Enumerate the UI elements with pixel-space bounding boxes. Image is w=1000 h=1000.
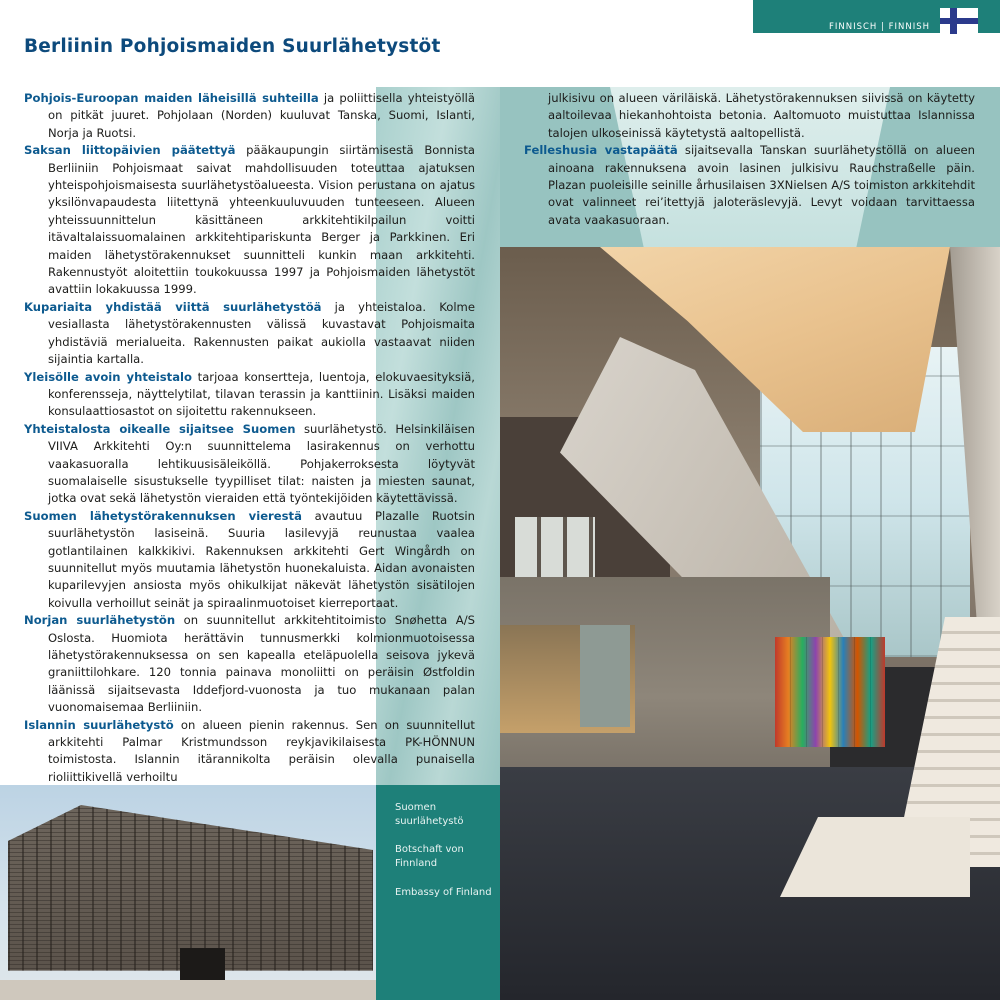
page-title: Berliinin Pohjoismaiden Suurlähetystöt bbox=[24, 36, 441, 57]
paragraph-lead: Norjan suurlähetystön bbox=[24, 613, 176, 628]
paragraph-text: sijaitsevalla Tanskan suurlähetystöllä on alueen ainoana rakennuksena avoin lasinen julkisivu Rauchstraßelle päin. Plazan puoleisille seinille århusilaisen 3XNielsen A/S toimiston arkkitehdit ovat valinneet rei’itettyjä jaloteräslevyjä. Levyt voidaan tarvittaessa avata vaakasuoraan. bbox=[548, 143, 975, 227]
text-column-right bbox=[524, 90, 975, 229]
paragraph-lead: Kupariaita yhdistää viittä suurlähetystöä bbox=[24, 299, 322, 314]
caption-english: Embassy of Finland bbox=[395, 887, 492, 898]
embassy-interior-photo bbox=[500, 247, 1000, 1000]
paragraph bbox=[24, 508, 475, 612]
paragraph-text: tarjoaa konsertteja, luentoja, elokuvaesityksiä, konferensseja, näyttelytilat, tilavan terassin ja kanttiinin. Lisäksi maiden konsulaattiosastot on sijoitettu rakennukseen. bbox=[48, 369, 475, 419]
colorful-art-wall bbox=[775, 637, 885, 747]
paragraph-text: ja yhteistaloa. Kolme vesiallasta lähetystörakennusten välissä kuvastavat Pohjoismaita yhdistäviä merialueita. Rakennusten paikat aukiolla vastaavat niiden sijaintia kartalla. bbox=[48, 299, 475, 367]
paragraph-lead: Felleshusia vastapäätä bbox=[524, 143, 678, 158]
paragraph-text: pääkaupungin siirtämisestä Bonnista Berliiniin Pohjoismaat saivat mahdollisuuden toteuttaa ajatuksen yhteispohjoismaisesta suurlähetystöalueesta. Vision perustana on ajatus yksilönvapaudesta liitettynä yhteenkuuluvuuden tunteeseen. Alueen yhteissuunnittelun käsittäneen arkkitehtikilpailun voitti itävaltalaissuomalainen arkkitehtipariskunta Berger ja Parkkinen. Eri maiden lähetystörakennukset suunnitteli kunkin maan arkkitehti. Rakennustyöt aloitettiin toukokuussa 1997 ja Pohjoismaiden lähetystöt avattiin lokakuussa 1999. bbox=[48, 143, 475, 297]
paragraph-lead: Yleisölle avoin yhteistalo bbox=[24, 369, 192, 384]
paragraph bbox=[24, 717, 475, 787]
paragraph bbox=[24, 90, 475, 142]
paragraph bbox=[24, 612, 475, 716]
paragraph bbox=[24, 369, 475, 421]
paragraph bbox=[24, 299, 475, 369]
finnish-embassy-exterior-photo bbox=[0, 785, 376, 1000]
paragraph bbox=[524, 142, 975, 229]
caption-german: Botschaft von Finnland bbox=[395, 844, 464, 869]
finland-flag-icon bbox=[940, 8, 978, 34]
paragraph-lead: Suomen lähetystörakennuksen vierestä bbox=[24, 508, 302, 523]
paragraph-text: avautuu Plazalle Ruotsin suurlähetystön lasiseinä. Suuria lasilevyjä reunustaa vaalea gotlantilainen kalkkikivi. Rakennuksen arkkitehti Gert Wingårdh on suunnitellut myös muutamia lähetystön huonekaluista. Aidan avonaisten kuparilevyjen ansiosta myös ohikulkijat näkevät lähetystön sisätilojen koivulla verhoillut seinät ja spiraalinmuotoiset kierreportaat. bbox=[48, 508, 475, 610]
paragraph-text: on alueen pienin rakennus. Sen on suunnitellut arkkitehti Palmar Kristmundsson reykjavikilaisesta PK-HÖNNUN toimistosta. Islannin itärannikolta peräisin olevalla punaisella rioliittikivellä verhoiltu bbox=[48, 717, 475, 784]
caption-finnish: Suomen suurlähetystö bbox=[395, 802, 464, 827]
paragraph bbox=[24, 421, 475, 508]
paragraph-text: ja poliittisella yhteistyöllä on pitkät juuret. Pohjolaan (Norden) kuuluvat Tanska, Suomi, Islanti, Norja ja Ruotsi. bbox=[48, 91, 475, 140]
paragraph-lead: Yhteistalosta oikealle sijaitsee Suomen bbox=[24, 421, 296, 436]
paragraph-lead: Pohjois-Euroopan maiden läheisillä suhteilla bbox=[24, 91, 319, 105]
language-label: FINNISCH | FINNISH bbox=[828, 22, 930, 32]
paragraph bbox=[524, 90, 975, 142]
paragraph-text: julkisivu on alueen väriläiskä. Lähetystörakennuksen siivissä on käytetty aaltoilevaa hiekanhohtoista betonia. Aaltomuoto muistuttaa Islannissa talojen ulkoseinissä käytetystä aaltopellistä. bbox=[548, 91, 975, 140]
paragraph-text: on suunnitellut arkkitehtitoimisto Snøhetta A/S Oslosta. Huomiota herättävin tunnusmerkki kolmionmuotoisessa lähetystörakennuksessa on sen kapealla eteläpuolella seisova jykevä graniittilohkare. 120 tonnia painava monoliitti on peräisin Østfoldin läänissä sijaitsevasta Iddefjord-vuonosta ja tuo mukanaan palan vuonomaisemaa Berliiniin. bbox=[48, 613, 476, 715]
text-column-left bbox=[24, 90, 475, 786]
paragraph-text: suurlähetystö. Helsinkiläisen VIIVA Arkkitehti Oy:n suunnittelema lasirakennus on verhottu vaakasuoralla lehtikuusisäleiköllä. Pohjakerroksesta löytyvät suomalaiselle sisustukselle tyypilliset tilat: naisten ja miesten saunat, jotka ovat sekä lähetystön vieraiden että työntekijöiden käytettävissä. bbox=[48, 421, 475, 506]
paragraph-lead: Islannin suurlähetystö bbox=[24, 717, 174, 732]
paragraph bbox=[24, 142, 475, 299]
paragraph-lead: Saksan liittopäivien päätettyä bbox=[24, 143, 236, 158]
